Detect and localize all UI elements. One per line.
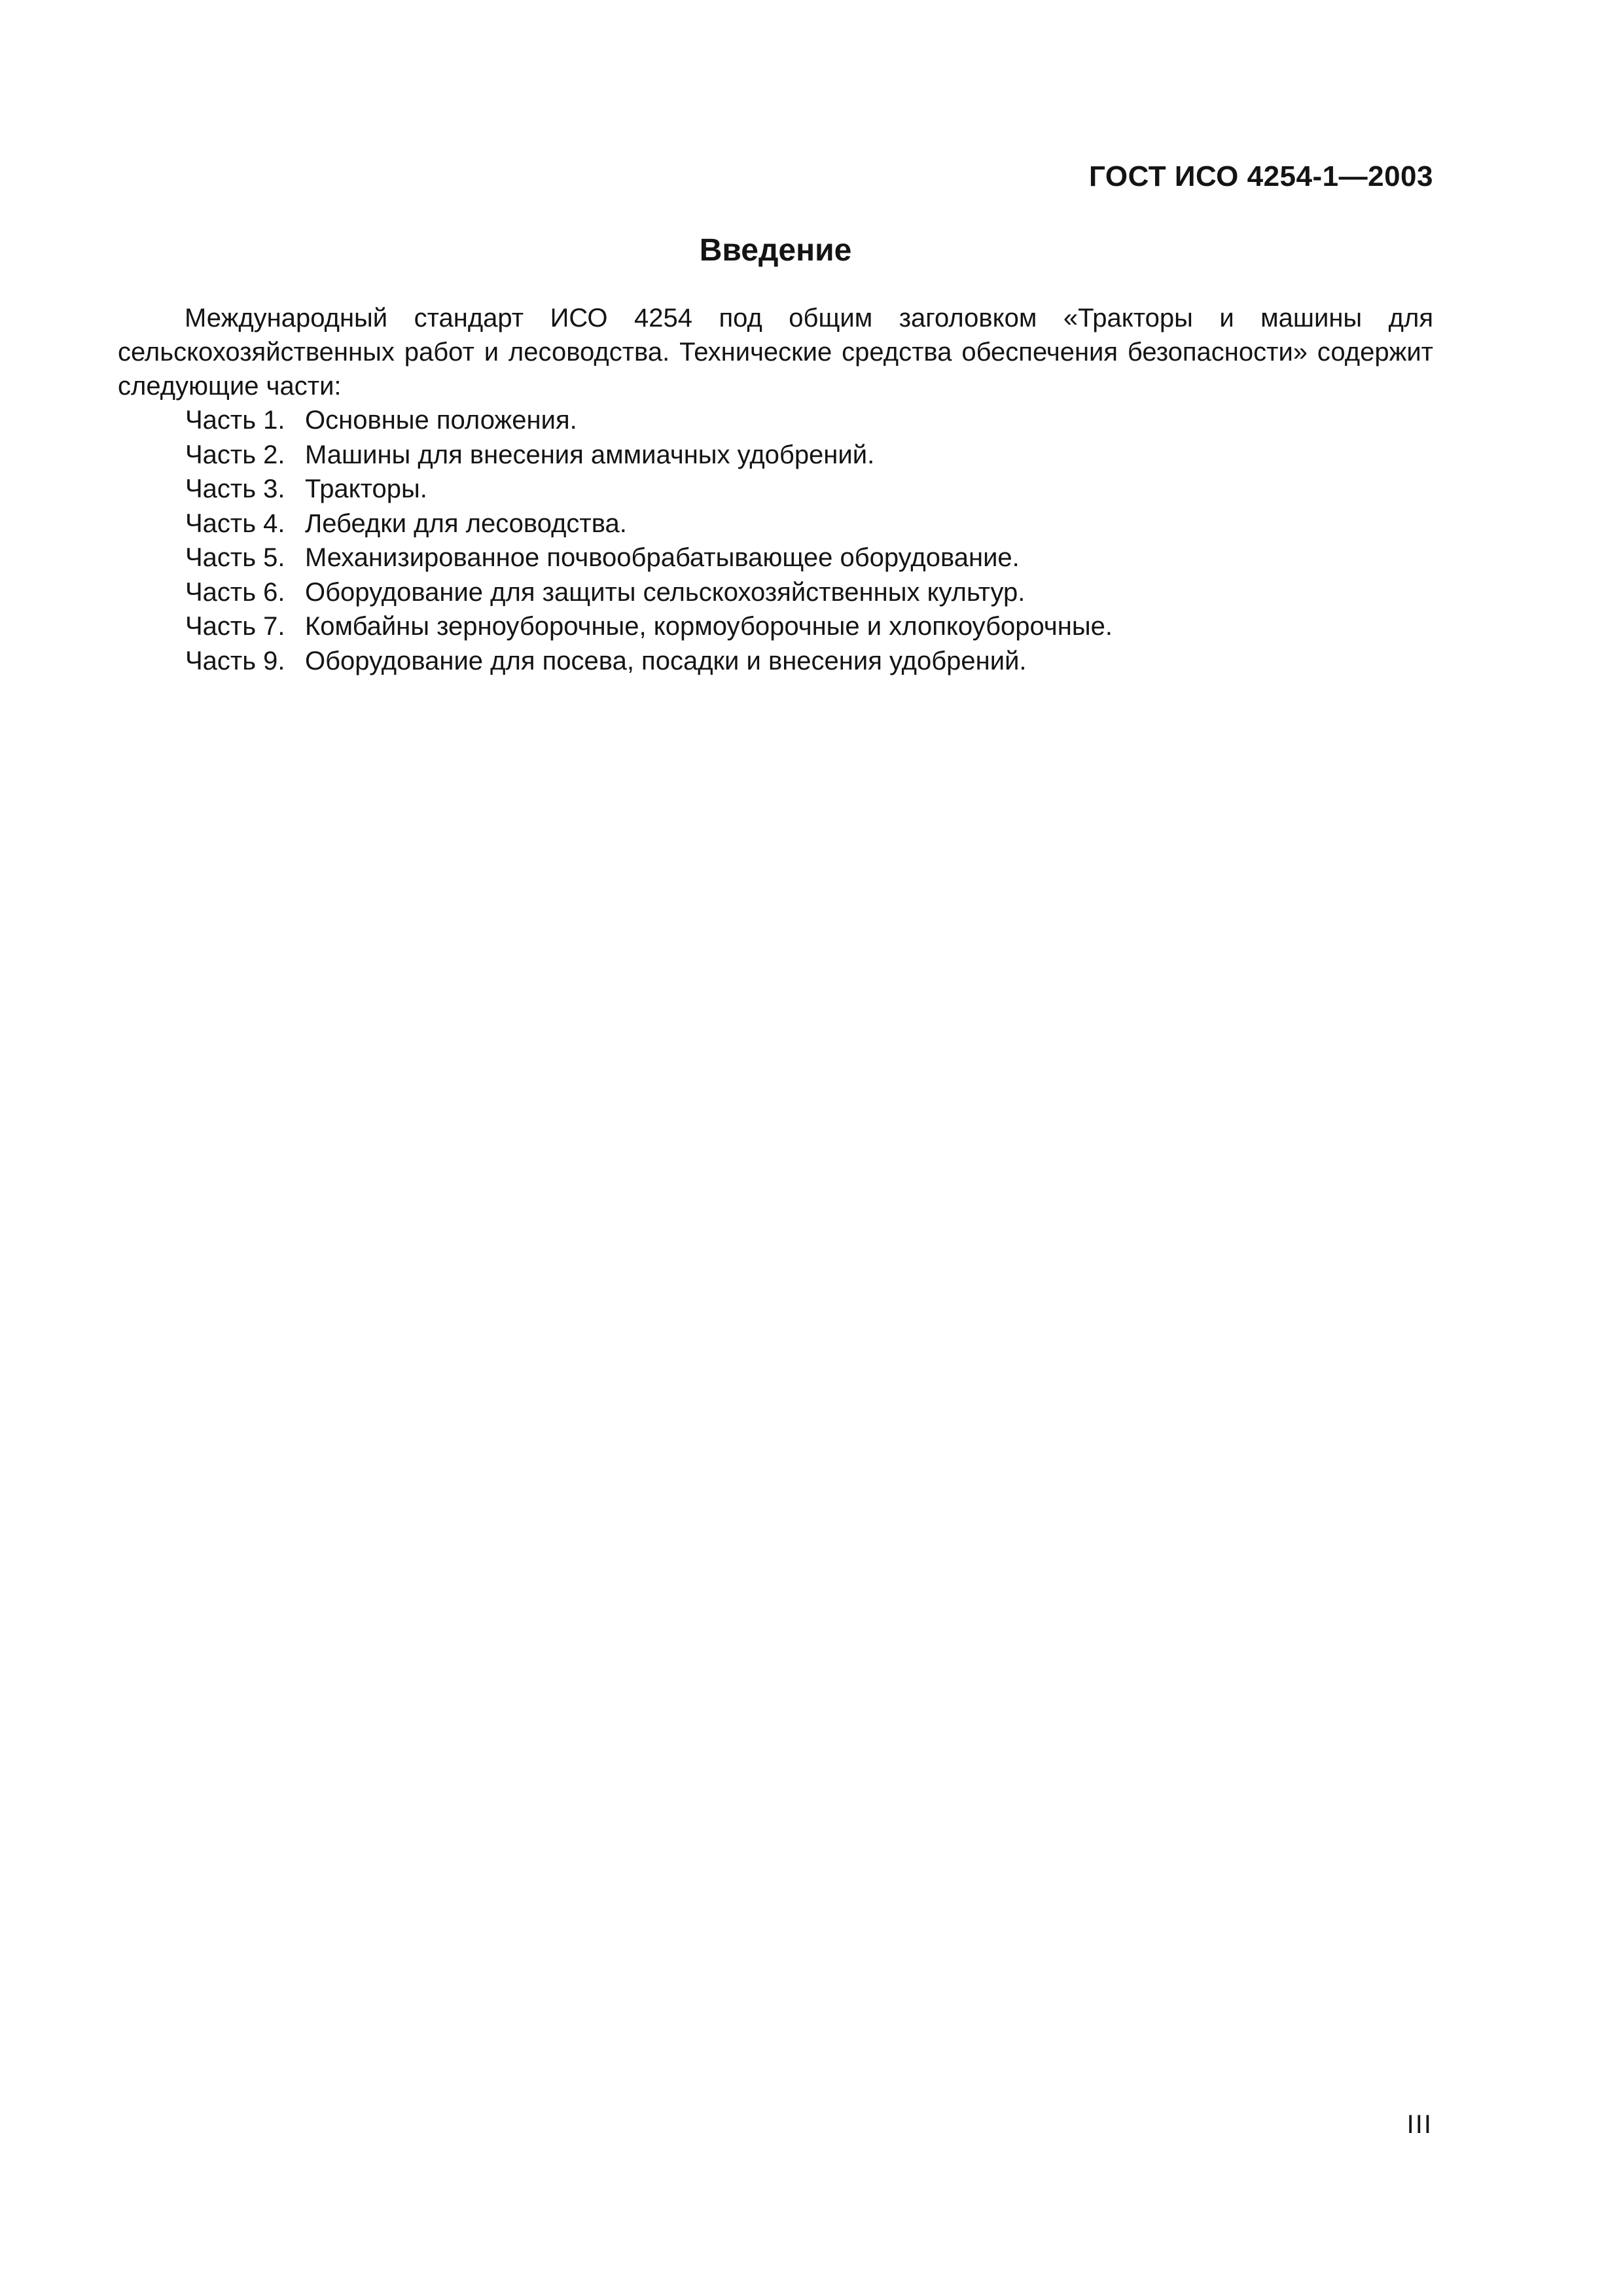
part-title: Лебедки для лесоводства. <box>305 509 627 538</box>
list-item <box>185 609 1113 644</box>
part-number: Часть 3. <box>185 475 285 503</box>
part-number: Часть 6. <box>185 577 285 607</box>
list-item <box>185 644 1113 679</box>
part-number: Часть 4. <box>185 509 285 538</box>
part-title: Тракторы. <box>305 475 427 503</box>
part-title: Оборудование для защиты сельскохозяйственных культур. <box>305 577 1026 607</box>
intro-paragraph: Международный стандарт ИСО 4254 под общим заголовком «Тракторы и машины для сельскохозяйственных работ и лесоводства. Технические средства обеспечения безопасности» содержит следующие части: <box>118 304 1433 401</box>
list-item <box>185 438 1113 473</box>
part-title: Основные положения. <box>305 406 577 435</box>
list-item <box>185 507 1113 541</box>
part-title: Комбайны зерноуборочные, кормоуборочные и хлопкоуборочные. <box>305 612 1113 641</box>
list-item <box>185 403 1113 438</box>
part-number: Часть 7. <box>185 612 285 641</box>
document-code: ГОСТ ИСО 4254-1—2003 <box>1088 160 1433 192</box>
part-number: Часть 1. <box>185 406 285 435</box>
parts-list <box>185 403 1113 678</box>
part-number: Часть 2. <box>185 440 285 469</box>
page-number: III <box>1406 2110 1433 2139</box>
section-title: Введение <box>699 233 852 268</box>
part-number: Часть 9. <box>185 646 285 675</box>
list-item <box>185 575 1113 610</box>
list-item <box>185 541 1113 575</box>
part-title: Машины для внесения аммиачных удобрений. <box>305 440 875 469</box>
part-title: Механизированное почвообрабатывающее оборудование. <box>305 543 1020 572</box>
part-number: Часть 5. <box>185 543 285 572</box>
part-title: Оборудование для посева, посадки и внесения удобрений. <box>305 646 1027 675</box>
list-item <box>185 472 1113 507</box>
